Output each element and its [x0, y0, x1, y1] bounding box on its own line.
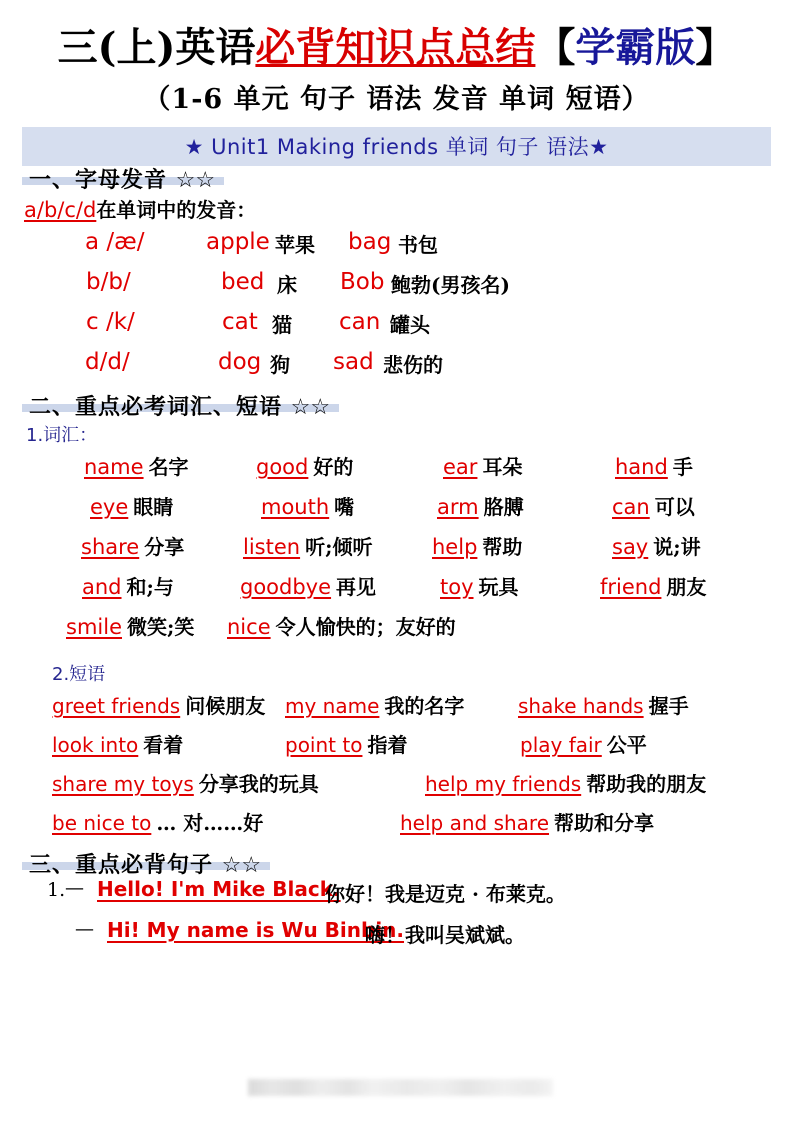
- section-heading-vocabulary: [22, 393, 339, 420]
- vocab-item: [227, 611, 456, 640]
- phrase-item: [52, 690, 265, 719]
- pron-word-2: Bob: [340, 268, 385, 295]
- phrase-text: help my friends: [425, 771, 582, 796]
- phrase-text: play fair: [520, 732, 602, 757]
- phrase-gloss: 问候朋友: [185, 693, 266, 718]
- vocab-gloss: 耳朵: [482, 454, 523, 479]
- vocab-word: eye: [90, 494, 129, 519]
- section-heading-pronunciation-label: 一、字母发音: [29, 166, 176, 193]
- phrases-grid: [0, 690, 793, 846]
- phrase-item: [520, 729, 647, 758]
- sentence-chinese: 你好！我是迈克 · 布莱克。: [325, 881, 566, 906]
- phrase-gloss: 指着: [367, 732, 408, 757]
- stars-icon: ☆☆: [290, 394, 331, 420]
- sentence-dash: —: [75, 917, 94, 940]
- phrase-gloss: 我的名字: [384, 693, 465, 718]
- pron-letter: a /æ/: [85, 228, 145, 255]
- vocabulary-row: [0, 531, 793, 571]
- pronunciation-row: [0, 229, 793, 269]
- vocab-gloss: 好的: [313, 454, 354, 479]
- phrase-item: [518, 690, 689, 719]
- sentence-english: Hi! My name is Wu Binbin.: [107, 917, 405, 942]
- pron-word-1: dog: [218, 348, 262, 375]
- unit-banner: ★ Unit1 Making friends 单词 句子 语法★: [22, 127, 771, 166]
- vocab-gloss: 朋友: [666, 574, 707, 599]
- vocabulary-row: [0, 491, 793, 531]
- vocab-word: and: [82, 574, 122, 599]
- phrase-gloss: 帮助和分享: [554, 810, 655, 835]
- phrase-gloss: 握手: [648, 693, 689, 718]
- phrase-row: [0, 690, 793, 729]
- vocab-word: arm: [437, 494, 479, 519]
- phrase-text: point to: [285, 732, 363, 757]
- vocab-gloss: 名字: [148, 454, 189, 479]
- vocab-gloss: 玩具: [478, 574, 519, 599]
- vocab-word: friend: [600, 574, 662, 599]
- vocab-item: [443, 451, 522, 480]
- sentence-number: 1.: [47, 878, 66, 901]
- vocab-word: listen: [243, 534, 301, 559]
- vocab-item: [240, 571, 376, 600]
- pron-gloss-1: 床: [277, 272, 297, 297]
- pron-gloss-1: 狗: [270, 352, 290, 377]
- page-title: [0, 26, 793, 71]
- pron-word-2: sad: [333, 348, 374, 375]
- title-bracket-open: 【: [535, 24, 576, 71]
- sentence-dash: —: [65, 876, 84, 899]
- section-heading-sentences-label: 三、重点必背句子: [29, 851, 222, 878]
- vocab-item: [243, 531, 372, 560]
- sentence-row: [0, 877, 793, 918]
- page-subtitle: （1-6 单元 句子 语法 发音 单词 短语）: [143, 83, 650, 115]
- vocab-word: toy: [440, 574, 474, 599]
- vocab-gloss: 说;讲: [653, 534, 701, 559]
- phrase-text: be nice to: [52, 810, 152, 835]
- phrase-item: [52, 768, 319, 797]
- pronunciation-intro-text: 在单词中的发音：: [96, 197, 257, 222]
- vocab-gloss: 胳膊: [483, 494, 524, 519]
- sentence-row: [0, 918, 793, 959]
- phrase-item: [52, 807, 263, 836]
- section-heading-vocabulary-label: 二、重点必考词汇、短语: [29, 393, 291, 420]
- pron-letter: c /k/: [86, 308, 135, 335]
- phrase-text: share my toys: [52, 771, 194, 796]
- vocab-word: smile: [66, 614, 122, 639]
- vocab-word: goodbye: [240, 574, 332, 599]
- vocab-gloss: 分享: [144, 534, 185, 559]
- pron-letter: d/d/: [85, 348, 130, 375]
- redacted-watermark: [248, 1079, 553, 1096]
- document-page: [0, 26, 793, 1148]
- pronunciation-letters: a/b/c/d: [24, 197, 97, 222]
- title-part-blue: 学霸版: [575, 24, 696, 71]
- pronunciation-row: [0, 309, 793, 349]
- phrase-gloss: 公平: [606, 732, 647, 757]
- phrase-row: [0, 807, 793, 846]
- vocab-item: [256, 451, 353, 480]
- pron-word-1: apple: [206, 228, 270, 255]
- phrase-gloss: 帮助我的朋友: [586, 771, 707, 796]
- pron-word-2: can: [339, 308, 381, 335]
- pron-gloss-1: 苹果: [275, 232, 315, 257]
- pron-word-1: bed: [221, 268, 265, 295]
- vocabulary-sublabel: 1.词汇：: [26, 424, 98, 446]
- vocab-item: [81, 531, 184, 560]
- phrase-row: [0, 729, 793, 768]
- title-bracket-close: 】: [695, 24, 736, 71]
- vocab-gloss: 帮助: [482, 534, 523, 559]
- vocab-gloss: 令人愉快的；友好的: [275, 614, 456, 639]
- section-heading-sentences: [22, 851, 270, 878]
- vocab-word: mouth: [261, 494, 330, 519]
- vocab-word: nice: [227, 614, 271, 639]
- title-part-red: 必背知识点总结: [255, 24, 536, 71]
- phrase-text: shake hands: [518, 693, 644, 718]
- sentence-english: Hello! I'm Mike Black.: [97, 876, 341, 901]
- phrase-item: [425, 768, 706, 797]
- vocab-gloss: 微笑;笑: [127, 614, 195, 639]
- phrase-item: [52, 729, 183, 758]
- pron-word-2: bag: [348, 228, 392, 255]
- phrase-gloss: 分享我的玩具: [198, 771, 319, 796]
- pronunciation-rows: [0, 229, 793, 389]
- vocab-word: name: [84, 454, 144, 479]
- vocab-item: [615, 451, 693, 480]
- vocab-item: [82, 571, 174, 600]
- vocab-gloss: 可以: [654, 494, 695, 519]
- pron-word-1: cat: [222, 308, 258, 335]
- pronunciation-row: [0, 349, 793, 389]
- vocab-word: ear: [443, 454, 478, 479]
- vocab-item: [612, 491, 695, 520]
- phrases-sublabel: 2.短语: [52, 663, 106, 685]
- vocab-word: help: [432, 534, 478, 559]
- sentence-chinese: 嗨！我叫吴斌斌。: [365, 922, 525, 947]
- phrase-item: [285, 729, 407, 758]
- vocab-word: good: [256, 454, 309, 479]
- phrase-text: help and share: [400, 810, 550, 835]
- phrase-text: my name: [285, 693, 380, 718]
- vocab-item: [84, 451, 189, 480]
- vocab-gloss: 再见: [336, 574, 377, 599]
- phrase-gloss: … 对……好: [156, 810, 264, 835]
- vocab-item: [90, 491, 173, 520]
- phrase-text: greet friends: [52, 693, 181, 718]
- vocab-gloss: 手: [672, 454, 693, 479]
- vocab-item: [66, 611, 194, 640]
- pronunciation-row: [0, 269, 793, 309]
- title-part-black: 三(上)英语: [57, 24, 256, 71]
- vocab-word: say: [612, 534, 649, 559]
- phrase-item: [285, 690, 464, 719]
- phrase-item: [400, 807, 654, 836]
- vocabulary-row: [0, 571, 793, 611]
- vocab-gloss: 听;倾听: [305, 534, 373, 559]
- vocabulary-grid: [0, 451, 793, 651]
- vocabulary-row: [0, 611, 793, 651]
- vocab-item: [600, 571, 706, 600]
- vocab-item: [261, 491, 354, 520]
- vocab-gloss: 嘴: [334, 494, 355, 519]
- vocab-gloss: 眼睛: [133, 494, 174, 519]
- vocab-item: [432, 531, 522, 560]
- pron-gloss-1: 猫: [272, 312, 292, 337]
- vocab-gloss: 和;与: [126, 574, 174, 599]
- phrase-gloss: 看着: [143, 732, 184, 757]
- vocab-word: hand: [615, 454, 668, 479]
- pron-gloss-2: 鲍勃(男孩名): [391, 272, 510, 297]
- vocab-item: [612, 531, 701, 560]
- pron-letter: b/b/: [86, 268, 131, 295]
- pron-gloss-2: 悲伤的: [383, 352, 443, 377]
- stars-icon: ☆☆: [221, 852, 262, 878]
- vocab-item: [437, 491, 524, 520]
- vocabulary-row: [0, 451, 793, 491]
- pronunciation-intro: [24, 194, 793, 223]
- pron-gloss-2: 罐头: [390, 312, 430, 337]
- vocab-word: can: [612, 494, 650, 519]
- section-heading-pronunciation: [22, 166, 224, 193]
- sentences-list: [0, 877, 793, 959]
- pron-gloss-2: 书包: [398, 232, 438, 257]
- phrase-row: [0, 768, 793, 807]
- stars-icon: ☆☆: [175, 167, 216, 193]
- vocab-item: [440, 571, 519, 600]
- phrase-text: look into: [52, 732, 139, 757]
- vocab-word: share: [81, 534, 140, 559]
